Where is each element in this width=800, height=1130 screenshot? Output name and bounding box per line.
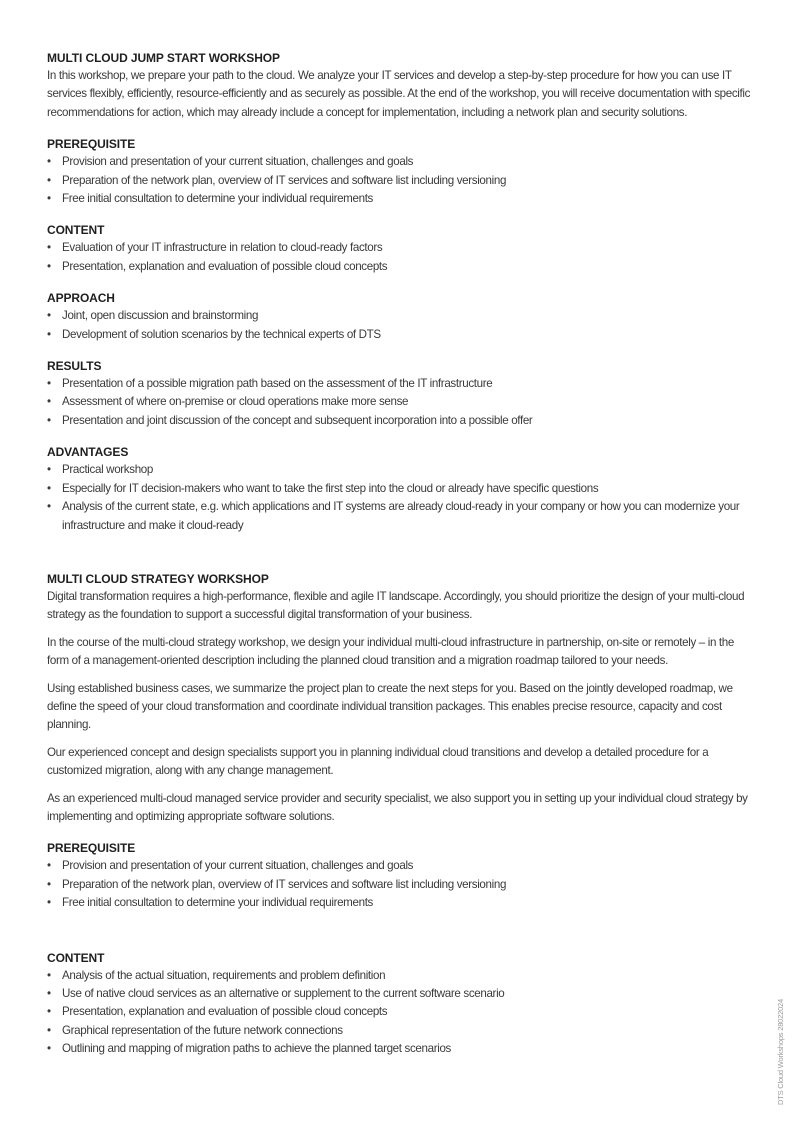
body-paragraph: As an experienced multi-cloud managed service provider and security specialist, we also support you in setting up your individual cloud strategy by implementing and optimizing appropriate software solutions. — [47, 791, 748, 823]
content-heading: CONTENT — [47, 223, 105, 238]
bullet-icon: • — [47, 173, 51, 187]
prerequisite-list — [47, 857, 752, 912]
bullet-icon: • — [47, 241, 51, 255]
content-list — [47, 967, 752, 1059]
list-item — [47, 239, 752, 257]
list-item-text: Graphical representation of the future network connections — [62, 1023, 343, 1037]
body-paragraph: Digital transformation requires a high-performance, flexible and agile IT landscape. Accordingly, you should prioritize the design of your multi-cloud strategy as the foundation to support a successful digital transformation of your business. — [47, 589, 745, 622]
list-item-text: Free initial consultation to determine your individual requirements — [62, 896, 374, 910]
list-item — [47, 876, 752, 894]
list-item-text: Presentation and joint discussion of the concept and subsequent incorporation into a possible offer — [62, 413, 533, 427]
list-item — [47, 894, 752, 912]
list-item-text: Preparation of the network plan, overview of IT services and software list including versioning — [62, 877, 507, 891]
footer-side-text: DTS Cloud Workshops 28022024 — [776, 999, 785, 1105]
section-title: MULTI CLOUD JUMP START WORKSHOP — [47, 51, 280, 65]
strategy-workshop-section — [47, 571, 752, 1059]
advantages-list — [47, 461, 752, 535]
bullet-icon: • — [47, 377, 51, 391]
list-item-text: Provision and presentation of your current situation, challenges and goals — [62, 859, 414, 873]
list-item — [47, 498, 752, 535]
list-item — [47, 190, 752, 208]
list-item — [47, 393, 752, 411]
bullet-icon: • — [47, 859, 51, 873]
body-paragraph: Using established business cases, we summarize the project plan to create the next steps for you. Based on the jointly developed roadmap, we define the speed of your cloud transformation and coordinate individual transition packages. This enables precise resource, capacity and cost planning. — [47, 681, 733, 732]
content-list — [47, 239, 752, 276]
results-heading: RESULTS — [47, 359, 102, 374]
list-item-text: Development of solution scenarios by the technical experts of DTS — [62, 327, 381, 341]
list-item-text: Assessment of where on-premise or cloud operations make more sense — [62, 395, 409, 409]
list-item-text: Presentation, explanation and evaluation of possible cloud concepts — [62, 1005, 388, 1019]
list-item — [47, 258, 752, 276]
approach-heading: APPROACH — [47, 291, 115, 306]
body-paragraph: Our experienced concept and design specialists support you in planning individual cloud transitions and develop a detailed procedure for a customized migration, along with any change management. — [47, 745, 709, 778]
list-item-text: Analysis of the actual situation, requirements and problem definition — [62, 968, 386, 982]
list-item — [47, 153, 752, 171]
list-item — [47, 461, 752, 479]
list-item-text: Presentation, explanation and evaluation of possible cloud concepts — [62, 259, 388, 273]
list-item — [47, 412, 752, 430]
section-title: MULTI CLOUD STRATEGY WORKSHOP — [47, 571, 269, 586]
bullet-icon: • — [47, 155, 51, 169]
intro-paragraph: In this workshop, we prepare your path to the cloud. We analyze your IT services and develop a step-by-step procedure for how you can use IT services flexibly, efficiently, resource-efficiently and as securely as possible. At the end of the workshop, you will receive documentation with specific recommendations for action, which may already include a concept for implementation, including a network plan and security solutions. — [47, 69, 751, 119]
list-item-text: Provision and presentation of your current situation, challenges and goals — [62, 155, 414, 169]
prerequisite-heading: PREREQUISITE — [47, 841, 136, 856]
list-item-text: Evaluation of your IT infrastructure in relation to cloud-ready factors — [62, 241, 383, 255]
bullet-icon: • — [47, 395, 51, 409]
list-item-text: Analysis of the current state, e.g. which applications and IT systems are already cloud-ready in your company or how you can modernize your infrastructure and make it cloud-ready — [62, 500, 740, 532]
list-item — [47, 1022, 752, 1040]
bullet-icon: • — [47, 309, 51, 323]
bullet-icon: • — [47, 463, 51, 477]
body-paragraph: In the course of the multi-cloud strategy workshop, we design your individual multi-cloud infrastructure in partnership, on-site or remotely – in the form of a management-oriented description including the planned cloud transition and a migration roadmap tailored to your needs. — [47, 635, 734, 668]
prerequisite-list — [47, 153, 752, 208]
advantages-heading: ADVANTAGES — [47, 445, 129, 460]
list-item — [47, 307, 752, 325]
jump-start-workshop-section — [47, 50, 752, 535]
list-item-text: Joint, open discussion and brainstorming — [62, 309, 259, 323]
list-item-text: Presentation of a possible migration path based on the assessment of the IT infrastructure — [62, 377, 493, 391]
list-item — [47, 172, 752, 190]
list-item — [47, 480, 752, 498]
approach-list — [47, 307, 752, 344]
bullet-icon: • — [47, 968, 51, 982]
list-item — [47, 967, 752, 985]
document-page — [47, 50, 752, 1059]
list-item — [47, 1003, 752, 1021]
bullet-icon: • — [47, 1023, 51, 1037]
list-item — [47, 375, 752, 393]
bullet-icon: • — [47, 259, 51, 273]
bullet-icon: • — [47, 877, 51, 891]
prerequisite-heading: PREREQUISITE — [47, 137, 136, 152]
list-item-text: Preparation of the network plan, overview of IT services and software list including versioning — [62, 173, 507, 187]
bullet-icon: • — [47, 413, 51, 427]
bullet-icon: • — [47, 481, 51, 495]
list-item-text: Especially for IT decision-makers who want to take the first step into the cloud or already have specific questions — [62, 481, 599, 495]
bullet-icon: • — [47, 1042, 51, 1056]
content-heading: CONTENT — [47, 950, 105, 965]
list-item — [47, 326, 752, 344]
bullet-icon: • — [47, 896, 51, 910]
bullet-icon: • — [47, 500, 51, 514]
results-list — [47, 375, 752, 430]
list-item-text: Practical workshop — [62, 463, 153, 477]
list-item-text: Free initial consultation to determine your individual requirements — [62, 192, 374, 206]
bullet-icon: • — [47, 987, 51, 1000]
bullet-icon: • — [47, 327, 51, 341]
list-item — [47, 985, 752, 1003]
list-item-text: Use of native cloud services as an alternative or supplement to the current software scenario — [62, 987, 505, 1000]
list-item-text: Outlining and mapping of migration paths to achieve the planned target scenarios — [62, 1042, 451, 1056]
bullet-icon: • — [47, 1005, 51, 1019]
list-item — [47, 1040, 752, 1058]
list-item — [47, 857, 752, 875]
bullet-icon: • — [47, 192, 51, 206]
